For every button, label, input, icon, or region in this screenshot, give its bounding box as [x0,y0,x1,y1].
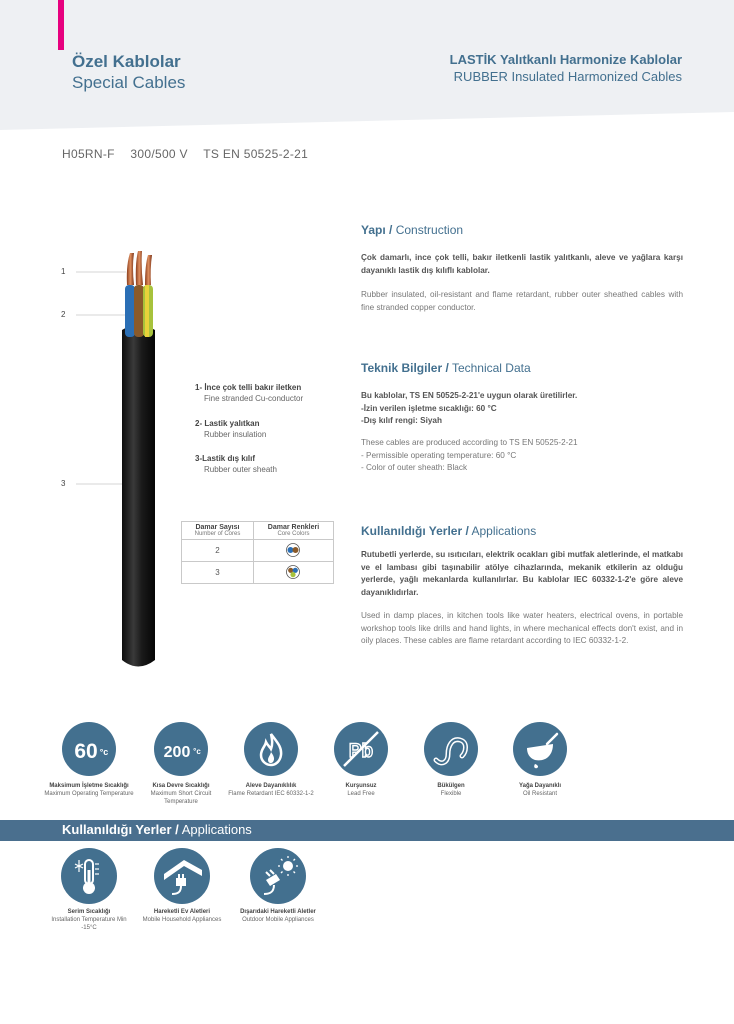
feature-caption-short-circuit: Kısa Devre Sıcaklığı Maximum Short Circuit Temperature [150,783,212,805]
feature-caption-flexible: Bükülgen Flexible [437,783,465,797]
table-header-colors: Damar Renkleri Core Colors [253,522,333,540]
table-cell-cores: 3 [182,562,254,584]
legend-item-sheath: 3-Lastik dış kılıf Rubber outer sheath [195,454,277,474]
application-caption-household: Hareketli Ev Aletleri Mobile Household Appliances [142,909,222,923]
cable-label-1: 1 [61,267,66,276]
svg-text:200: 200 [163,744,191,761]
applications-title: Kullanıldığı Yerler / Applications [361,524,537,538]
cable-label-2: 2 [61,310,66,319]
svg-text:60: 60 [74,740,98,763]
table-row [182,562,334,584]
svg-text:°c: °c [193,747,201,756]
flexible-icon [424,722,478,776]
product-standard: TS EN 50525-2-21 [203,147,309,161]
application-caption-installation: Serim Sıcaklığı Installation Temperature Min -15°C [51,909,127,931]
outdoor-mobile-icon [250,848,306,904]
lead-free-icon [334,722,388,776]
technical-data-tr: Bu kablolar, TS EN 50525-2-21'e uygun olarak üretilirler. -İzin verilen işletme sıcaklığı: 60 °C -Dış kılıf rengi: Siyah [361,391,578,425]
feature-caption-lead-free: Kurşunsuz Lead Free [345,783,377,797]
category-title-tr: Özel Kablolar [72,52,181,71]
product-voltage: 300/500 V [130,147,188,161]
table-header-cores: Damar Sayısı Number of Cores [182,522,254,540]
two-core-colors-icon [253,540,333,562]
installation-temperature-icon [61,848,117,904]
table-row [182,540,334,562]
product-code: H05RN-F [62,147,115,161]
short-circuit-200-icon [154,722,208,776]
cable-illustration [58,245,168,670]
oil-resistant-icon [513,722,567,776]
applications-text-en: Used in damp places, in kitchen tools like water heaters, electrical ovens, in portable workshop tools like drills and hand lights, in where mechanical effects don't exist, and in oily places. These cables are flame retardant according to IEC 60332-1-2. [361,611,683,645]
svg-text:Pb: Pb [348,741,374,762]
feature-caption-flame: Aleve Dayanıklılık Flame Retardant IEC 60332-1-2 [228,783,314,797]
mobile-household-icon [154,848,210,904]
applications-band-title: Kullanıldığı Yerler / Applications [62,822,252,837]
feature-caption-oil: Yağa Dayanıklı Oil Resistant [518,783,562,797]
technical-data-en: These cables are produced according to TS EN 50525-2-21 - Permissible operating temperature: 60 °C - Color of outer sheath: Black [361,438,578,472]
pink-accent-bar [58,0,64,50]
legend-item-conductor: 1- İnce çok telli bakır iletken Fine stranded Cu-conductor [195,383,304,403]
flame-retardant-icon [244,722,298,776]
technical-data-title: Teknik Bilgiler / Technical Data [361,361,531,375]
core-colors-table [181,521,334,584]
svg-text:°c: °c [99,747,109,757]
feature-caption-max-temp: Maksimum İşletme Sıcaklığı Maximum Operating Temperature [44,783,134,797]
application-caption-outdoor: Dışarıdaki Hareketli Aletler Outdoor Mobile Appliances [240,909,316,923]
product-code-line [62,147,320,161]
product-family-title-en: RUBBER Insulated Harmonized Cables [453,69,682,84]
applications-text-tr: Rutubetli yerlerde, su ısıtıcıları, elektrik ocakları gibi mutfak aletlerinde, el matkabı ve el lambası gibi taşınabilir atölye cihazlarında, mekanik etkilerin az olduğu yerlerde, yağlı mekanlarda kullanılırlar. Bu kablolar IEC 60332-1-2'e göre aleve dayanıklıdırlar. [361,550,683,597]
construction-title: Yapı / Construction [361,223,464,237]
legend-item-insulation: 2- Lastik yalıtkan Rubber insulation [195,419,267,439]
temperature-60-icon [62,722,116,776]
construction-text-en: Rubber insulated, oil-resistant and flame retardant, rubber outer sheathed cables with fine stranded copper conductor. [361,290,683,312]
cable-label-3: 3 [61,479,66,488]
category-title-en: Special Cables [72,73,186,92]
construction-text-tr: Çok damarlı, ince çok telli, bakır iletkenli lastik yalıtkanlı, aleve ve yağlara karşı dayanıklı lastik dış kılıflı kablolar. [361,253,683,275]
three-core-colors-icon [253,562,333,584]
product-family-title-tr: LASTİK Yalıtkanlı Harmonize Kablolar [449,52,682,67]
table-cell-cores: 2 [182,540,254,562]
